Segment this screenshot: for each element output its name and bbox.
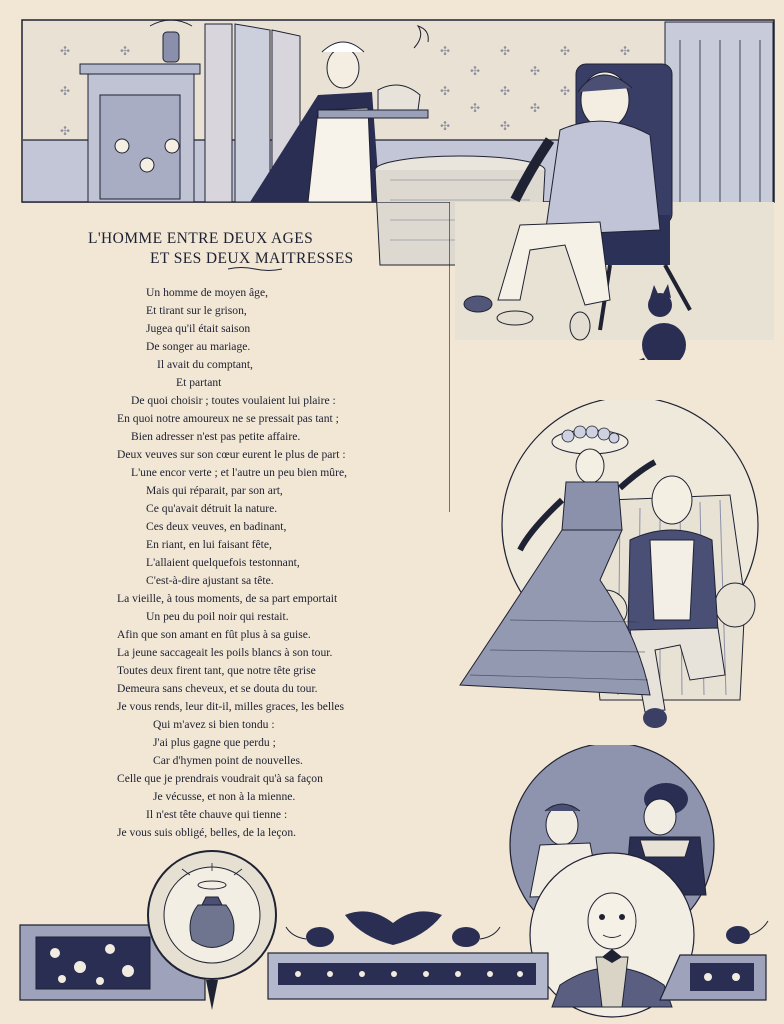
poem-line: J'ai plus gagne que perdu ; (153, 736, 276, 749)
poem-line: La jeune saccageait les poils blancs à son tour. (117, 646, 333, 659)
svg-text:✣: ✣ (470, 101, 481, 115)
middle-illustration (450, 400, 784, 745)
svg-text:✣: ✣ (500, 119, 511, 133)
poem-line: De songer au mariage. (146, 340, 251, 353)
poem-line: Afin que son amant en fût plus à sa guise. (117, 628, 311, 641)
poem-title (88, 229, 388, 269)
poem-line: Il avait du comptant, (157, 358, 253, 371)
svg-text:✣: ✣ (60, 84, 71, 98)
poem-line: De quoi choisir ; toutes voulaient lui plaire : (131, 394, 336, 407)
poem-line: Demeura sans cheveux, et se douta du tour. (117, 682, 318, 695)
svg-text:✣: ✣ (440, 44, 451, 58)
poem-line: Bien adresser n'est pas petite affaire. (131, 430, 301, 443)
poem-line: Je vécusse, et non à la mienne. (153, 790, 296, 803)
poem-line: En quoi notre amoureux ne se pressait pas tant ; (117, 412, 339, 425)
svg-text:✣: ✣ (620, 44, 631, 58)
poem-line: Toutes deux firent tant, que notre tête grise (117, 664, 316, 677)
svg-text:✣: ✣ (560, 84, 571, 98)
title-ornament (228, 266, 282, 272)
poem-line: Je vous rends, leur dit-il, milles graces, les belles (117, 700, 344, 713)
poem-line: Un homme de moyen âge, (146, 286, 269, 299)
poem-line: Un peu du poil noir qui restait. (146, 610, 289, 623)
svg-text:✣: ✣ (530, 64, 541, 78)
bottom-frieze (0, 745, 784, 1024)
poem-line: Mais qui réparait, par son art, (146, 484, 283, 497)
poem-line: L'une encor verte ; et l'autre un peu bien mûre, (131, 466, 347, 479)
svg-text:✣: ✣ (500, 44, 511, 58)
poem-line: Ces deux veuves, en badinant, (146, 520, 287, 533)
svg-text:✣: ✣ (60, 124, 71, 138)
poem-line: Et partant (176, 376, 222, 389)
poem-line: La vieille, à tous moments, de sa part emportait (117, 592, 338, 605)
svg-text:✣: ✣ (440, 84, 451, 98)
poem-line: Car d'hymen point de nouvelles. (153, 754, 303, 767)
poem-line: Jugea qu'il était saison (146, 322, 251, 335)
svg-text:✣: ✣ (440, 119, 451, 133)
poem-line: Et tirant sur le grison, (146, 304, 247, 317)
svg-text:✣: ✣ (560, 44, 571, 58)
poem-line: Qui m'avez si bien tondu : (153, 718, 275, 731)
poem-line: Je vous suis obligé, belles, de la leçon. (117, 826, 297, 839)
svg-text:✣: ✣ (470, 64, 481, 78)
svg-text:✣: ✣ (530, 101, 541, 115)
svg-text:✣: ✣ (500, 84, 511, 98)
poem-title-line-1: L'HOMME ENTRE DEUX AGES (88, 230, 314, 247)
poem-line: Il n'est tête chauve qui tienne : (146, 808, 288, 821)
svg-text:✣: ✣ (120, 44, 131, 58)
poem-line: En riant, en lui faisant fête, (146, 538, 272, 551)
poem-title-line-2: ET SES DEUX MAITRESSES (150, 250, 354, 267)
poem-line: C'est-à-dire ajustant sa tête. (146, 574, 274, 587)
poem-line: Celle que je prendrais voudrait qu'à sa façon (117, 772, 323, 785)
poem-line: L'allaient quelquefois testonnant, (146, 556, 300, 569)
svg-text:✣: ✣ (60, 44, 71, 58)
poem-line: Ce qu'avait détruit la nature. (146, 502, 278, 515)
poem-line: Deux veuves sur son cœur eurent le plus de part : (117, 448, 346, 461)
